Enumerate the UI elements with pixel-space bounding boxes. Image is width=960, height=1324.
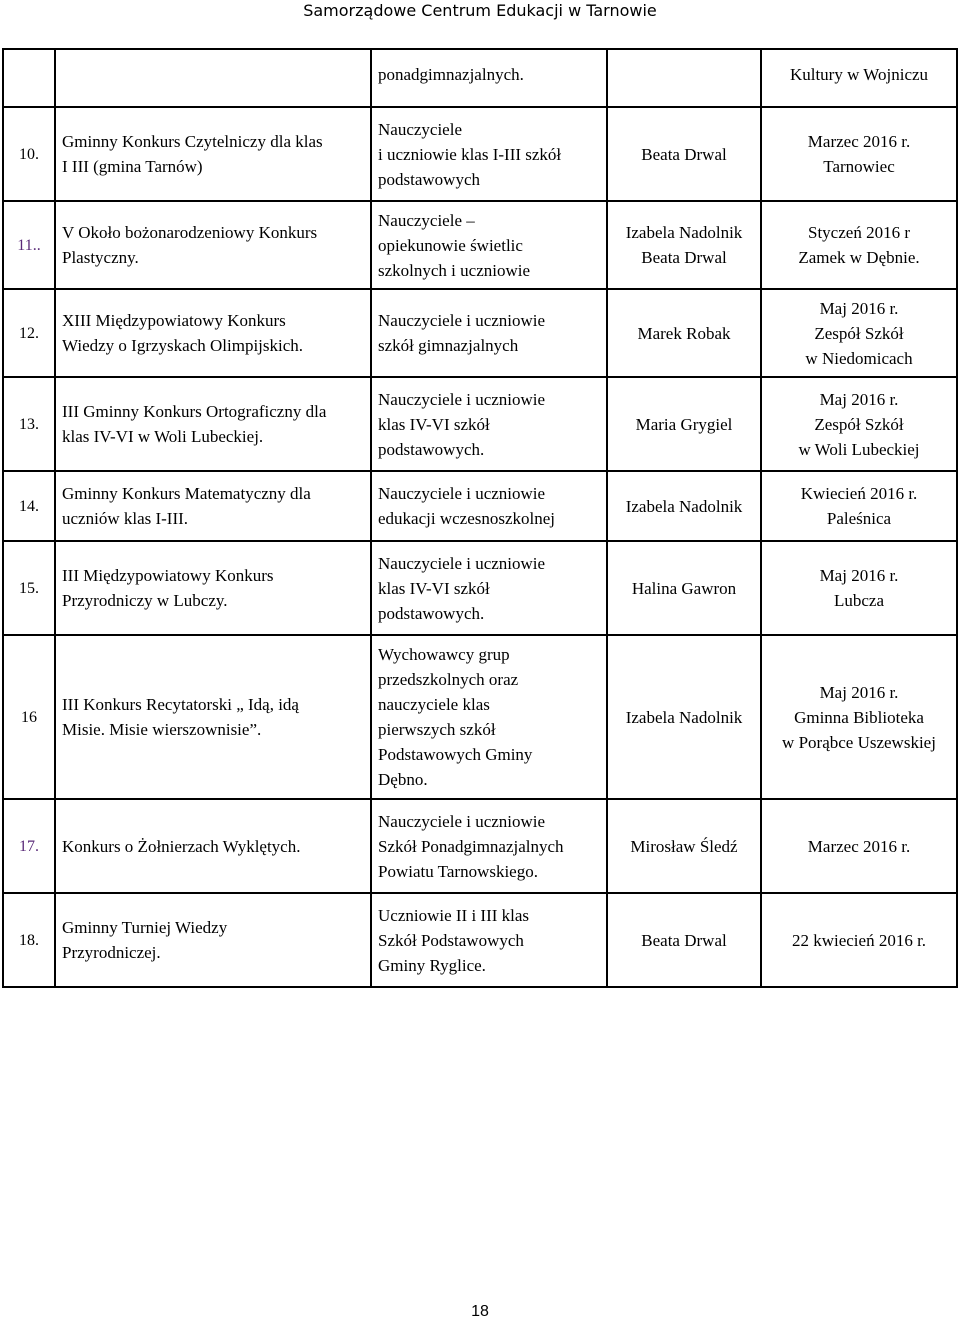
table-row (3, 377, 957, 471)
organizer: Marek Robak (607, 289, 761, 377)
date-place: Maj 2016 r. Gminna Biblioteka w Porąbce Uszewskiej (761, 635, 957, 799)
organizer: Izabela Nadolnik (607, 635, 761, 799)
contest-name: Gminny Konkurs Matematyczny dla uczniów klas I-III. (55, 471, 371, 541)
table-row (3, 799, 957, 893)
row-number (3, 49, 55, 107)
target-participants: Nauczyciele i uczniowie klas IV-VI szkół podstawowych. (371, 541, 607, 635)
table-row (3, 635, 957, 799)
row-number: 17. (3, 799, 55, 893)
page-number: 18 (471, 1303, 489, 1320)
date-place: 22 kwiecień 2016 r. (761, 893, 957, 987)
contests-table (2, 48, 958, 988)
organizer: Izabela Nadolnik Beata Drwal (607, 201, 761, 289)
table-row (3, 49, 957, 107)
contest-name: Konkurs o Żołnierzach Wyklętych. (55, 799, 371, 893)
page-header: Samorządowe Centrum Edukacji w Tarnowie (303, 1, 657, 20)
table-row (3, 289, 957, 377)
organizer: Mirosław Śledź (607, 799, 761, 893)
row-number: 15. (3, 541, 55, 635)
date-place: Kultury w Wojniczu (761, 49, 957, 107)
target-participants: Nauczyciele – opiekunowie świetlic szkolnych i uczniowie (371, 201, 607, 289)
row-number: 18. (3, 893, 55, 987)
target-participants: Nauczyciele i uczniowie Szkół Ponadgimnazjalnych Powiatu Tarnowskiego. (371, 799, 607, 893)
date-place: Styczeń 2016 r Zamek w Dębnie. (761, 201, 957, 289)
organizer: Izabela Nadolnik (607, 471, 761, 541)
target-participants: Nauczyciele i uczniowie klas I-III szkół podstawowych (371, 107, 607, 201)
table-row (3, 541, 957, 635)
contest-name: III Gminny Konkurs Ortograficzny dla klas IV-VI w Woli Lubeckiej. (55, 377, 371, 471)
contest-name (55, 49, 371, 107)
target-participants: Wychowawcy grup przedszkolnych oraz nauczyciele klas pierwszych szkół Podstawowych Gminy Dębno. (371, 635, 607, 799)
date-place: Maj 2016 r. Zespół Szkół w Niedomicach (761, 289, 957, 377)
target-participants: Uczniowie II i III klas Szkół Podstawowych Gminy Ryglice. (371, 893, 607, 987)
date-place: Marzec 2016 r. Tarnowiec (761, 107, 957, 201)
target-participants: Nauczyciele i uczniowie szkół gimnazjalnych (371, 289, 607, 377)
date-place: Maj 2016 r. Lubcza (761, 541, 957, 635)
target-participants: Nauczyciele i uczniowie klas IV-VI szkół podstawowych. (371, 377, 607, 471)
table-row (3, 471, 957, 541)
table-row (3, 201, 957, 289)
organizer: Beata Drwal (607, 893, 761, 987)
target-participants: Nauczyciele i uczniowie edukacji wczesnoszkolnej (371, 471, 607, 541)
organizer: Maria Grygiel (607, 377, 761, 471)
contest-name: V Około bożonarodzeniowy Konkurs Plastyczny. (55, 201, 371, 289)
row-number: 13. (3, 377, 55, 471)
contest-name: Gminny Konkurs Czytelniczy dla klas I III (gmina Tarnów) (55, 107, 371, 201)
organizer: Beata Drwal (607, 107, 761, 201)
contest-name: III Międzypowiatowy Konkurs Przyrodniczy w Lubczy. (55, 541, 371, 635)
contest-name: Gminny Turniej Wiedzy Przyrodniczej. (55, 893, 371, 987)
target-participants: ponadgimnazjalnych. (371, 49, 607, 107)
organizer (607, 49, 761, 107)
organizer: Halina Gawron (607, 541, 761, 635)
contest-name: XIII Międzypowiatowy Konkurs Wiedzy o Igrzyskach Olimpijskich. (55, 289, 371, 377)
row-number: 12. (3, 289, 55, 377)
row-number: 10. (3, 107, 55, 201)
row-number: 16 (3, 635, 55, 799)
date-place: Kwiecień 2016 r. Paleśnica (761, 471, 957, 541)
table-row (3, 107, 957, 201)
table-row (3, 893, 957, 987)
contest-name: III Konkurs Recytatorski „ Idą, idą Misie. Misie wierszownisie”. (55, 635, 371, 799)
row-number: 14. (3, 471, 55, 541)
date-place: Marzec 2016 r. (761, 799, 957, 893)
row-number: 11.. (3, 201, 55, 289)
date-place: Maj 2016 r. Zespół Szkół w Woli Lubeckiej (761, 377, 957, 471)
